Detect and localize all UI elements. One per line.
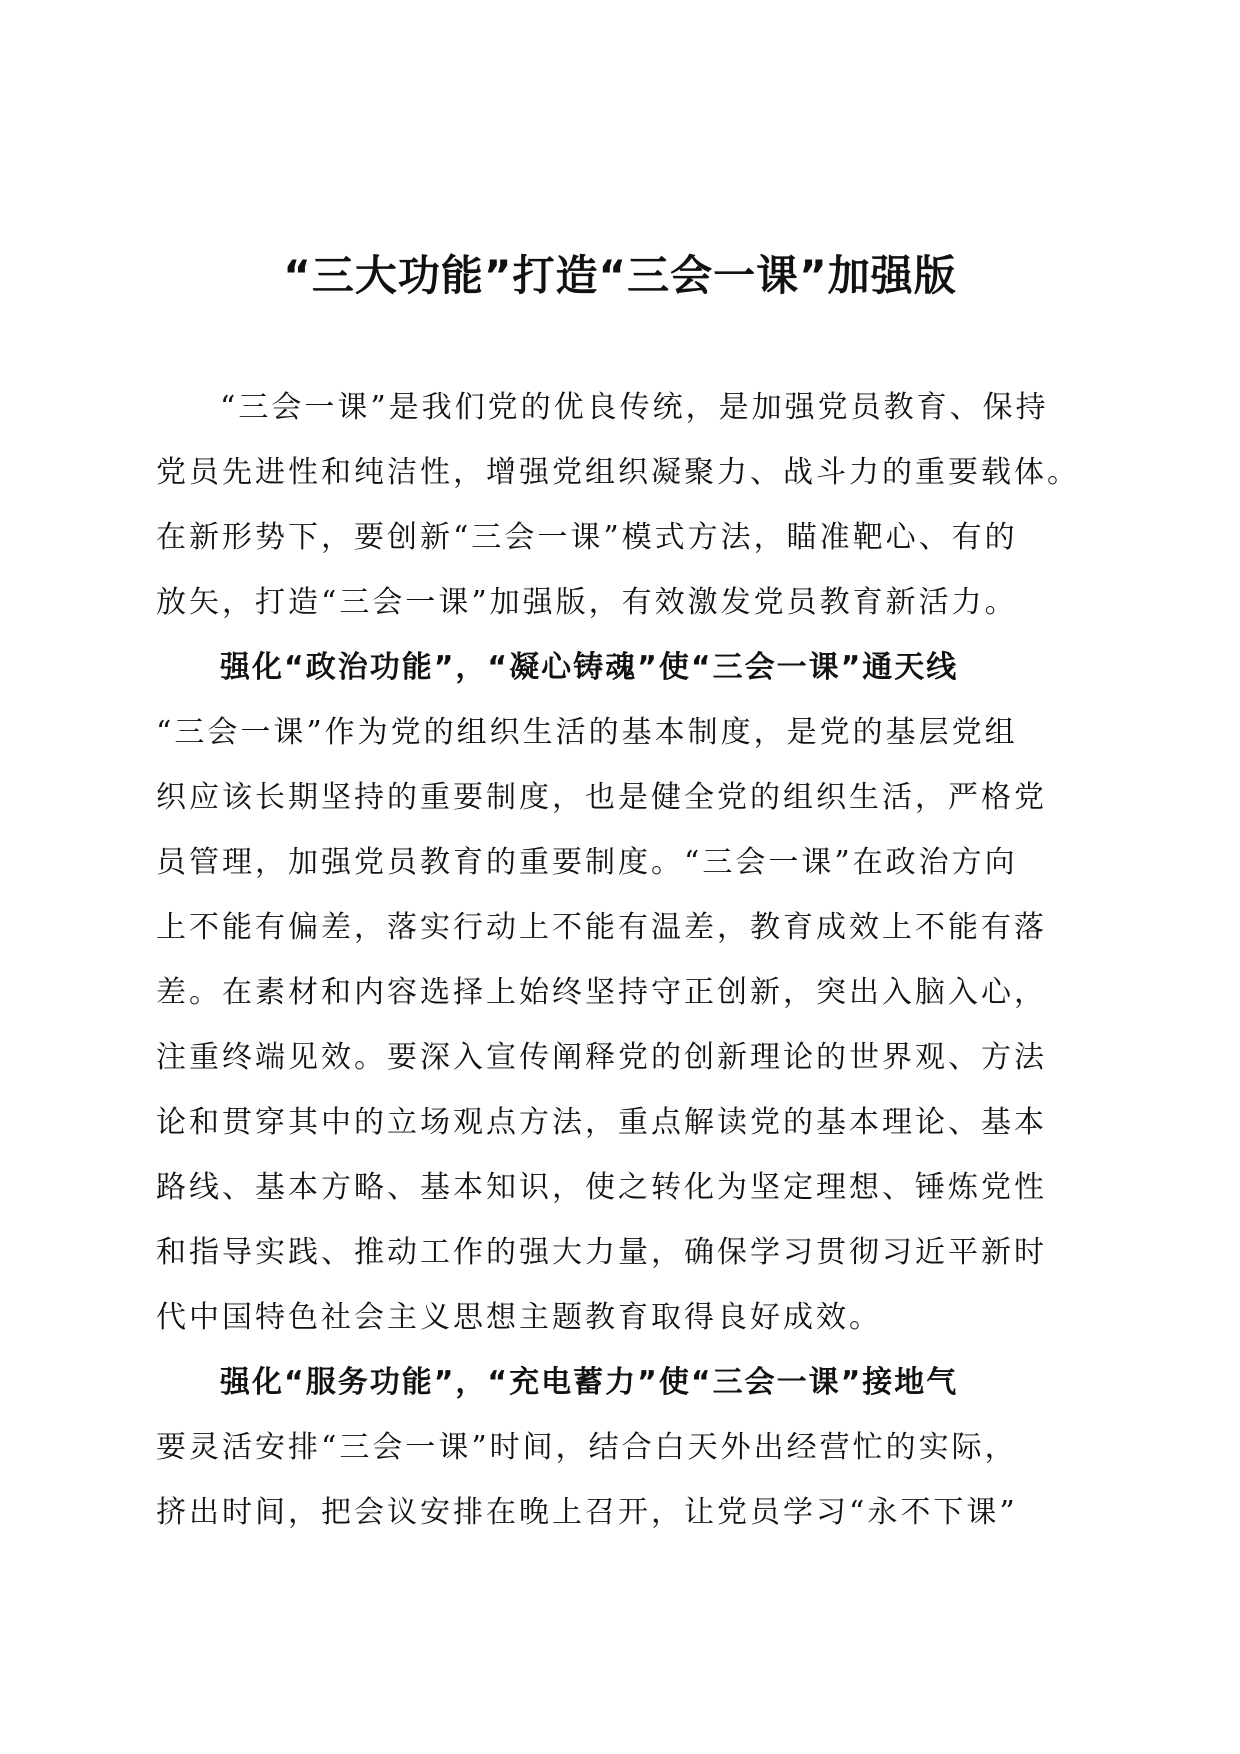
document-title: “三大功能”打造“三会一课”加强版 [283, 251, 957, 300]
paragraph-line: 要灵活安排“三会一课”时间，结合白天外出经营忙的实际， [156, 1430, 1018, 1465]
paragraph-line: 党员先进性和纯洁性，增强党组织凝聚力、战斗力的重要载体。 [156, 455, 1080, 490]
paragraph-political [156, 700, 1086, 1350]
paragraph-line: 论和贯穿其中的立场观点方法，重点解读党的基本理论、基本 [156, 1105, 1047, 1140]
paragraph-line: 织应该长期坚持的重要制度，也是健全党的组织生活，严格党 [156, 780, 1047, 815]
section-heading-text: 强化“政治功能”，“凝心铸魂”使“三会一课”通天线 [220, 650, 959, 685]
paragraph-line: “三会一课”是我们党的优良传统，是加强党员教育、保持 [220, 390, 1049, 425]
paragraph-service [156, 1415, 1086, 1545]
paragraph-line: 代中国特色社会主义思想主题教育取得良好成效。 [156, 1300, 882, 1335]
paragraph-line: 和指导实践、推动工作的强大力量，确保学习贯彻习近平新时 [156, 1235, 1047, 1270]
section-heading-political [156, 635, 1086, 700]
paragraph-line: 员管理，加强党员教育的重要制度。“三会一课”在政治方向 [156, 845, 1018, 880]
paragraph-line: 路线、基本方略、基本知识，使之转化为坚定理想、锤炼党性 [156, 1170, 1047, 1205]
paragraph-line: 在新形势下，要创新“三会一课”模式方法，瞄准靶心、有的 [156, 520, 1018, 555]
section-heading-text: 强化“服务功能”，“充电蓄力”使“三会一课”接地气 [220, 1365, 959, 1400]
paragraph-line: 上不能有偏差，落实行动上不能有温差，教育成效上不能有落 [156, 910, 1047, 945]
paragraph-line: 注重终端见效。要深入宣传阐释党的创新理论的世界观、方法 [156, 1040, 1047, 1075]
paragraph-intro [156, 375, 1086, 635]
section-heading-service [156, 1350, 1086, 1415]
paragraph-line: 挤出时间，把会议安排在晚上召开，让党员学习“永不下课” [156, 1495, 1018, 1530]
paragraph-line: “三会一课”作为党的组织生活的基本制度，是党的基层党组 [156, 715, 1018, 750]
paragraph-line: 放矢，打造“三会一课”加强版，有效激发党员教育新活力。 [156, 585, 1018, 620]
paragraph-line: 差。在素材和内容选择上始终坚持守正创新，突出入脑入心， [156, 975, 1047, 1010]
